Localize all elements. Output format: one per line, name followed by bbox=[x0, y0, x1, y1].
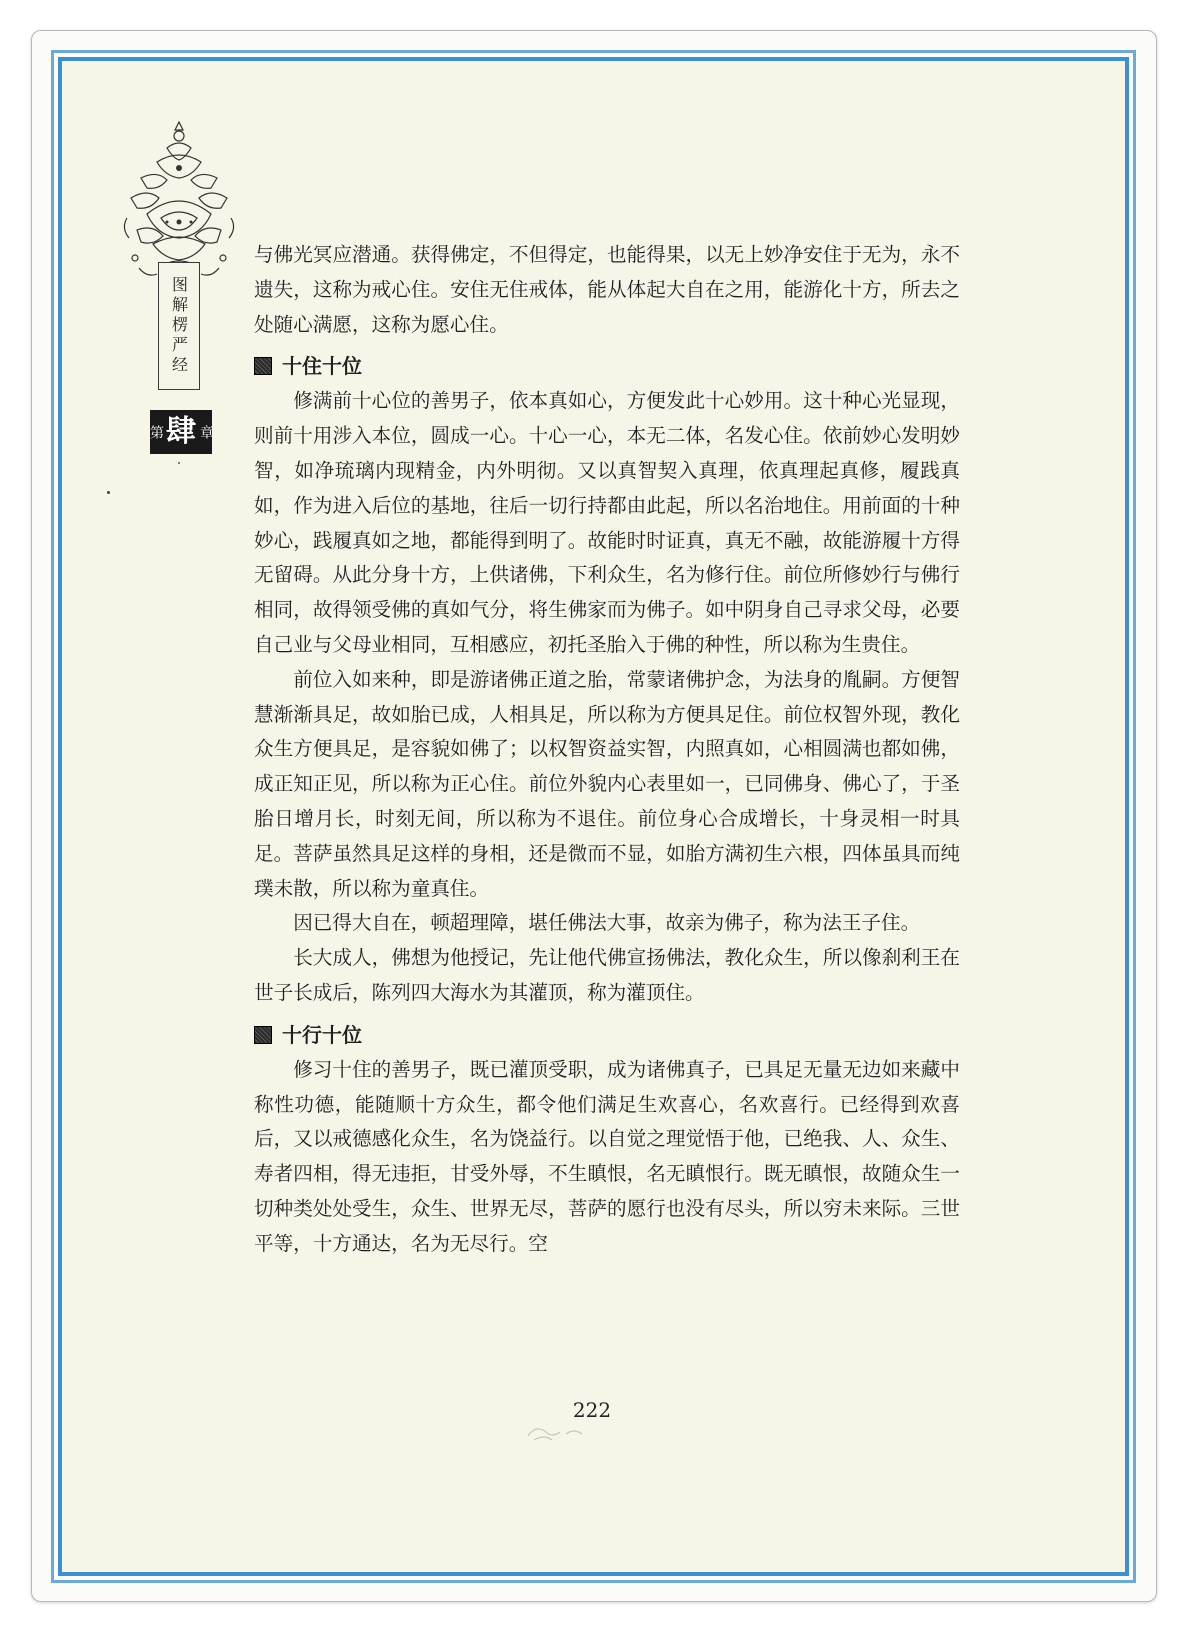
chapter-number: 肆 bbox=[166, 414, 196, 449]
section-heading-2-text: 十行十位 bbox=[282, 1022, 362, 1047]
chapter-badge bbox=[150, 410, 212, 454]
chapter-suffix: 章 bbox=[198, 425, 214, 439]
cloud-ornament-icon bbox=[522, 1418, 622, 1444]
square-bullet-icon bbox=[254, 1026, 272, 1044]
section-heading-1 bbox=[254, 348, 960, 384]
chapter-prefix: 第 bbox=[148, 425, 164, 439]
paragraph-1: 与佛光冥应潜通。获得佛定，不但得定，也能得果，以无上妙净安住于无为，永不遗失，这称为戒心住。安住无住戒体，能从体起大自在之用，能游化十方，所去之处随心满愿，这称为愿心住。 bbox=[254, 243, 960, 336]
book-title: 图解楞严经 bbox=[169, 276, 189, 376]
page-number: 222 bbox=[572, 1398, 612, 1422]
main-text bbox=[254, 238, 960, 1262]
square-bullet-icon bbox=[254, 357, 272, 375]
section-heading-2 bbox=[254, 1017, 960, 1053]
paragraph-6: 修习十住的善男子，既已灌顶受职，成为诸佛真子，已具足无量无边如来藏中称性功德，能随顺十方众生，都令他们满足生欢喜心，名欢喜行。已经得到欢喜后，又以戒德感化众生，名为饶益行。以自觉之理觉悟于他，已绝我、人、众生、寿者四相，得无违拒，甘受外辱，不生瞋恨，名无瞋恨行。既无瞋恨，故随众生一切种类处处受生，众生、世界无尽，菩萨的愿行也没有尽头，所以穷未来际。三世平等，十方通达，名为无尽行。空 bbox=[254, 1057, 960, 1255]
decorative-dot bbox=[178, 462, 180, 464]
paragraph-5: 长大成人，佛想为他授记，先让他代佛宣扬佛法，教化众生，所以像刹利王在世子长成后，陈列四大海水为其灌顶，称为灌顶住。 bbox=[254, 946, 960, 1004]
paragraph-4: 因已得大自在，顿超理障，堪任佛法大事，故亲为佛子，称为法王子住。 bbox=[293, 911, 921, 935]
section-heading-1-text: 十住十位 bbox=[282, 354, 362, 379]
paragraph-3: 前位入如来种，即是游诸佛正道之胎，常蒙诸佛护念，为法身的胤嗣。方便智慧渐渐具足，故如胎已成，人相具足，所以称为方便具足住。前位权智外现，教化众生方便具足，是容貌如佛了；以权智资益实智，内照真如，心相圆满也都如佛，成正知正见，所以称为正心住。前位外貌内心表里如一，已同佛身、佛心了，于圣胎日增月长，时刻无间，所以称为不退住。前位身心合成增长，十身灵相一时具足。菩萨虽然具足这样的身相，还是微而不显，如胎方满初生六根，四体虽具而纯璞未散，所以称为童真住。 bbox=[254, 667, 960, 900]
decorative-dot bbox=[107, 491, 110, 494]
book-title-box bbox=[158, 262, 200, 390]
paragraph-2: 修满前十心位的善男子，依本真如心，方便发此十心妙用。这十种心光显现，则前十用涉入本位，圆成一心。十心一心，本无二体，名发心住。依前妙心发明妙智，如净琉璃内现精金，内外明彻。又以真智契入真理，依真理起真修，履践真如，作为进入后位的基地，往后一切行持都由此起，所以名治地住。用前面的十种妙心，践履真如之地，都能得到明了。故能时时证真，真无不融，故能游履十方得无留碍。从此分身十方，上供诸佛，下利众生，名为修行住。前位所修妙行与佛行相同，故得领受佛的真如气分，将生佛家而为佛子。如中阴身自己寻求父母，必要自己业与父母业相同，互相感应，初托圣胎入于佛的种性，所以称为生贵住。 bbox=[254, 389, 960, 656]
